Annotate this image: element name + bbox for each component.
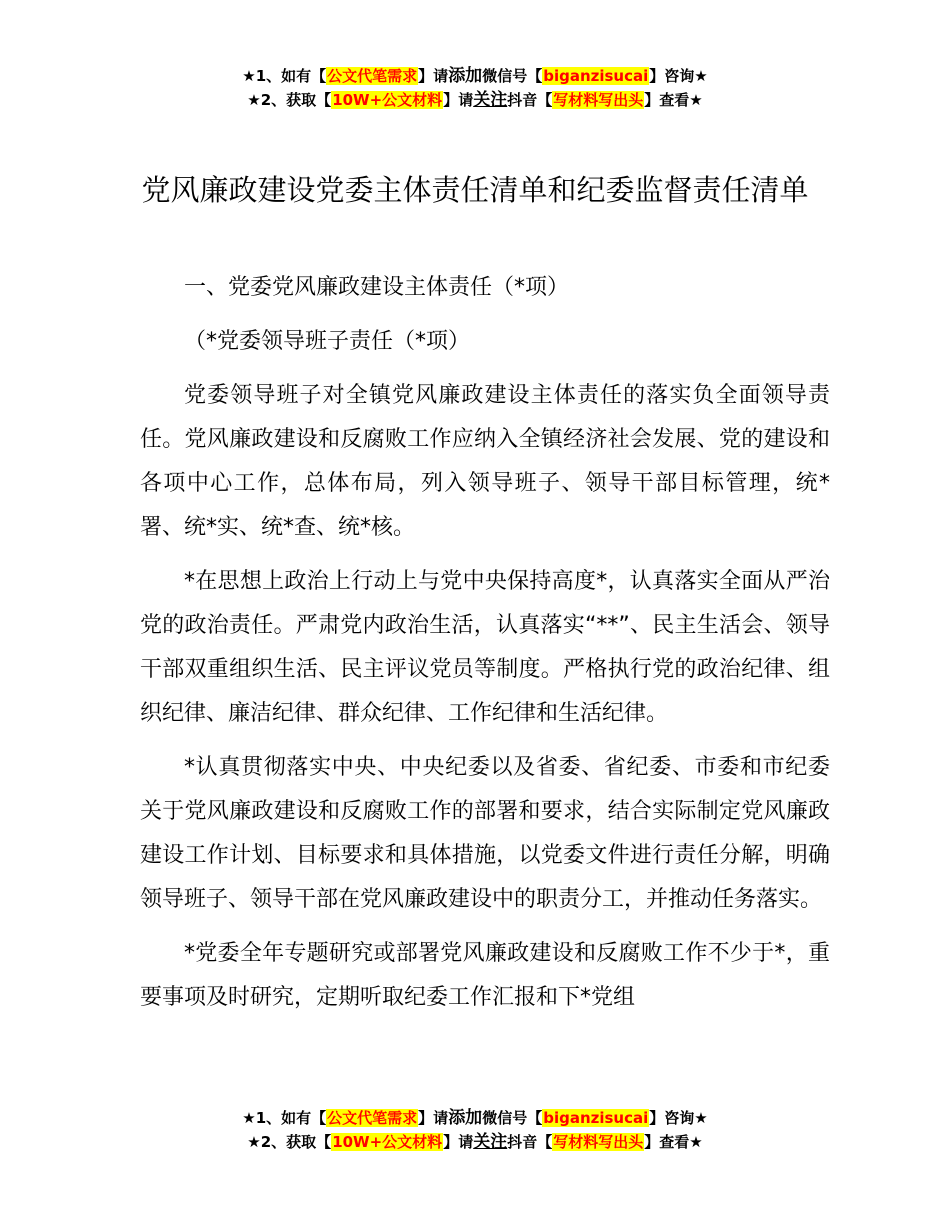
- banner-line-2: [0, 88, 950, 112]
- banner-emphasis: 关注: [473, 1132, 508, 1152]
- banner-highlight: biganzisucai: [543, 67, 649, 85]
- banner-emphasis: 关注: [473, 90, 508, 110]
- banner-text: 】咨询★: [649, 67, 708, 85]
- banner-text: ★2、获取【: [247, 91, 332, 109]
- banner-text: 微信号【: [482, 1109, 543, 1127]
- banner-line-1: [0, 1106, 950, 1130]
- banner-highlight: 10W+公文材料: [332, 91, 443, 109]
- banner-highlight: 10W+公文材料: [332, 1133, 443, 1151]
- footer-banner: [0, 1106, 950, 1154]
- banner-text: 】请: [418, 67, 449, 85]
- banner-text: 】查看★: [644, 1133, 703, 1151]
- banner-line-1: [0, 64, 950, 88]
- banner-emphasis: 添加: [448, 1108, 483, 1128]
- banner-text: 】咨询★: [649, 1109, 708, 1127]
- banner-highlight: 写材料写出头: [553, 1133, 644, 1151]
- banner-highlight: 公文代笔需求: [327, 67, 418, 85]
- banner-highlight: biganzisucai: [543, 1109, 649, 1127]
- banner-text: 微信号【: [482, 67, 543, 85]
- banner-text: 】请: [443, 91, 474, 109]
- banner-text: ★1、如有【: [242, 1109, 327, 1127]
- banner-highlight: 公文代笔需求: [327, 1109, 418, 1127]
- banner-text: 抖音【: [507, 91, 553, 109]
- banner-line-2: [0, 1130, 950, 1154]
- section-heading: 一、党委党风廉政建设主体责任（*项）: [184, 275, 570, 300]
- body-paragraph: *认真贯彻落实中央、中央纪委以及省委、省纪委、市委和市纪委关于党风廉政建设和反腐败工作的部署和要求，结合实际制定党风廉政建设工作计划、目标要求和具体措施，以党委文件进行责任分解，明确领导班子、领导干部在党风廉政建设中的职责分工，并推动任务落实。: [140, 755, 830, 912]
- banner-highlight: 写材料写出头: [553, 91, 644, 109]
- document-body: [140, 266, 830, 1030]
- banner-text: 】请: [418, 1109, 449, 1127]
- banner-text: 】请: [443, 1133, 474, 1151]
- banner-emphasis: 添加: [448, 66, 483, 86]
- banner-text: 】查看★: [644, 91, 703, 109]
- document-title: 党风廉政建设党委主体责任清单和纪委监督责任清单: [141, 173, 809, 207]
- body-paragraph: *党委全年专题研究或部署党风廉政建设和反腐败工作不少于*，重要事项及时研究，定期听取纪委工作汇报和下*党组: [140, 941, 830, 1010]
- body-paragraph: *在思想上政治上行动上与党中央保持高度*，认真落实全面从严治党的政治责任。严肃党内政治生活，认真落实“**”、民主生活会、领导干部双重组织生活、民主评议党员等制度。严格执行党的政治纪律、组织纪律、廉洁纪律、群众纪律、工作纪律和生活纪律。: [140, 569, 830, 726]
- header-banner: [0, 64, 950, 112]
- subsection-heading: （*党委领导班子责任（*项）: [184, 329, 471, 354]
- banner-text: ★1、如有【: [242, 67, 327, 85]
- banner-text: ★2、获取【: [247, 1133, 332, 1151]
- body-paragraph: 党委领导班子对全镇党风廉政建设主体责任的落实负全面领导责任。党风廉政建设和反腐败工作应纳入全镇经济社会发展、党的建设和各项中心工作，总体布局，列入领导班子、领导干部目标管理，统*署、统*实、统*查、统*核。: [140, 383, 830, 540]
- banner-text: 抖音【: [507, 1133, 553, 1151]
